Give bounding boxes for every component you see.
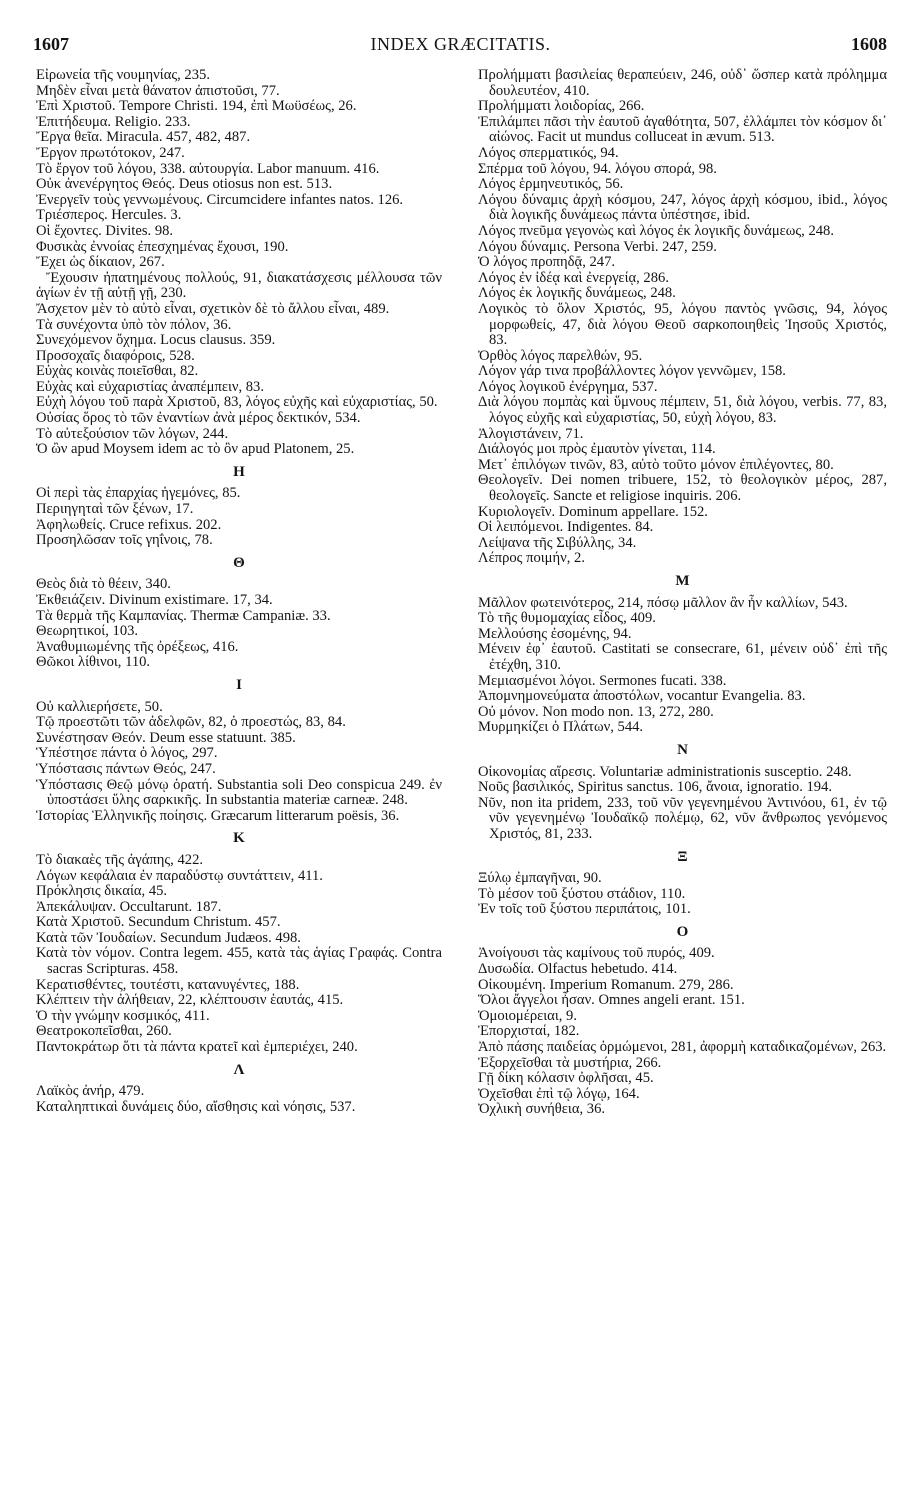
index-entry: Οἰκονομίας αἵρεσις. Voluntariæ administrationis susceptio. 248.	[478, 763, 852, 780]
index-entry: Ἐν τοῖς τοῦ ξύστου περιπάτοις, 101.	[478, 901, 691, 918]
section-letter: Ξ	[677, 848, 688, 865]
index-entry: Προλήμματι βασιλείας θεραπεύειν, 246, οὐδ᾽ ὥσπερ κατὰ πρόλημμα δουλευτέον, 410.	[478, 67, 887, 99]
index-entry: Τὰ συνέχοντα ὑπὸ τὸν πόλον, 36.	[36, 316, 232, 333]
index-entry: Μένειν ἐφ᾽ ἑαυτοῦ. Castitati se consecrare, 61, μένειν οὐδ᾽ ἐπὶ τῆς ἐτέχθη, 310.	[478, 641, 887, 673]
index-entry: Θεωρητικοί, 103.	[36, 623, 139, 640]
section-letter: N	[677, 741, 688, 758]
index-entry: Οὐκ ἀνενέργητος Θεός. Deus otiosus non est. 513.	[36, 176, 333, 193]
running-title: INDEX GRÆCITATIS.	[370, 34, 551, 54]
index-entry: Εἰρωνεία τῆς νουμηνίας, 235.	[36, 67, 210, 83]
index-entry: Παντοκράτωρ ὅτι τὰ πάντα κρατεῖ καὶ ἐμπεριέχει, 240.	[36, 1039, 358, 1056]
index-entry: Ὁμοιομέρειαι, 9.	[478, 1007, 577, 1024]
index-entry: Θεατροκοπεῖσθαι, 260.	[36, 1023, 172, 1040]
right-column	[478, 68, 887, 1118]
index-entry: Οἱ λειπόμενοι. Indigentes. 84.	[478, 519, 654, 536]
index-entry: Ἐπορχισταί, 182.	[478, 1023, 580, 1040]
index-entry: Τὸ ἔργον τοῦ λόγου, 338. αὐτουργία. Labor manuum. 416.	[36, 160, 380, 177]
index-entry: Λογικὸς τὸ ὅλον Χριστός, 95, λόγου παντὸς γνῶσις, 94, λόγος μορφωθείς, 47, διὰ λόγου Θεοῦ σαρκοποιηθεὶς Ἰησοῦς Χριστός, 83.	[478, 300, 887, 349]
index-entry: Οὐ μόνον. Non modo non. 13, 272, 280.	[478, 703, 714, 720]
index-entry: Περιηγηταὶ τῶν ξένων, 17.	[36, 501, 194, 518]
index-entry: Ἐκθειάζειν. Divinum existimare. 17, 34.	[36, 592, 273, 608]
index-entry: Ὑπόστασις Θεῷ μόνῳ ὁρατή. Substantia soli Deo conspicua 249. ἐν ὑποστάσει ὕλης σαρκικῆς. In substantia materiæ carneæ. 248.	[36, 776, 442, 809]
index-entry: Μετ᾽ ἐπιλόγων τινῶν, 83, αὐτὸ τοῦτο μόνον ἐπιλέγοντες, 80.	[478, 456, 834, 473]
index-entry: Γῇ δίκη κόλασιν ὀφλῆσαι, 45.	[478, 1070, 654, 1087]
index-entry: Ἀπὸ πάσης παιδείας ὁρμώμενοι, 281, ἀφορμὴ καταδικαζομένων, 263.	[478, 1039, 887, 1056]
index-entry: Τὸ τῆς θυμομαχίας εἶδος, 409.	[478, 610, 656, 627]
index-entry: Θεὸς διὰ τὸ θέειν, 340.	[36, 576, 171, 593]
index-entry: Τὸ διακαὲς τῆς ἀγάπης, 422.	[36, 851, 204, 868]
index-entry: Οὐσίας ὅρος τὸ τῶν ἐναντίων ἀνὰ μέρος δεκτικόν, 534.	[36, 410, 361, 427]
index-entry: Ἀνοίγουσι τὰς καμίνους τοῦ πυρός, 409.	[478, 945, 715, 962]
index-entry: Λόγος πνεῦμα γεγονὼς καὶ λόγος ἐκ λογικῆς δυνάμεως, 248.	[478, 222, 835, 239]
section-letter: H	[233, 463, 245, 480]
index-entry: Λόγος ἐκ λογικῆς δυνάμεως, 248.	[478, 285, 676, 302]
index-entry: Ἱστορίας Ἑλληνικῆς ποίησις. Græcarum litterarum poësis, 36.	[36, 807, 400, 824]
section-letter: I	[236, 676, 242, 693]
index-entry: Μυρμηκίζει ὁ Πλάτων, 544.	[478, 719, 644, 736]
index-entry: Ὑπέστησε πάντα ὁ λόγος, 297.	[36, 745, 218, 762]
index-entry: Λόγου δύναμις. Persona Verbi. 247, 259.	[478, 238, 717, 255]
index-entry: Ἀναθυμιωμένης τῆς ὀρέξεως, 416.	[36, 638, 239, 655]
index-entry: Λόγων κεφάλαια ἐν παραδύστῳ συντάττειν, 411.	[36, 867, 323, 884]
section-letter: K	[233, 830, 245, 847]
index-entry: Δυσωδία. Olfactus hebetudo. 414.	[478, 961, 678, 978]
index-entry: Ἀπομνημονεύματα ἀποστόλων, vocantur Evangelia. 83.	[478, 688, 806, 705]
index-entry: Λέπρος ποιμήν, 2.	[478, 550, 585, 567]
index-entry: Κυριολογεῖν. Dominum appellare. 152.	[478, 503, 708, 520]
index-entry: Διὰ λόγου πομπὰς καὶ ὕμνους πέμπειν, 51, διὰ λόγου, verbis. 77, 83, λόγος εὐχῆς καὶ εὐχαριστίας, 50, εὐχὴ λόγου, 83.	[478, 394, 887, 427]
index-entry: Οἰκουμένη. Imperium Romanum. 279, 286.	[478, 976, 734, 993]
index-entry: Προσηλῶσαν τοῖς γηΐνοις, 78.	[36, 532, 213, 549]
section-letter: M	[675, 573, 690, 589]
index-entry: Κατὰ τῶν Ἰουδαίων. Secundum Judæos. 498.	[36, 929, 301, 946]
index-entry: Τὸ μέσον τοῦ ξύστου στάδιον, 110.	[478, 885, 686, 902]
index-entry: Οἱ ἔχοντες. Divites. 98.	[36, 222, 174, 239]
index-entry: Μᾶλλον φωτεινότερος, 214, πόσῳ μᾶλλον ἂν ἦν καλλίων, 543.	[478, 594, 848, 611]
index-entry: Συνεχόμενον ὄχημα. Locus clausus. 359.	[36, 332, 276, 349]
index-entry: Κερατισθέντες, τουτέστι, κατανυγέντες, 188.	[36, 976, 300, 993]
index-entry: Ἄσχετον μὲν τὸ αὐτὸ εἶναι, σχετικὸν δὲ τὸ ἄλλου εἶναι, 489.	[36, 300, 390, 317]
index-entry: Λόγος ἐν ἰδέᾳ καὶ ἐνεργείᾳ, 286.	[478, 269, 669, 286]
index-entry: Ὑπόστασις πάντων Θεός, 247.	[36, 760, 216, 777]
index-entry: Νῦν, non ita pridem, 233, τοῦ νῦν γεγενημένου Ἀντινόου, 61, ἐν τῷ νῦν γεγενημένῳ Ἰουδαϊκῷ πολέμῳ, 62, νῦν ἄνθρωπος γενόμενος Χριστός, 81, 233.	[478, 794, 887, 842]
index-entry: Κατὰ τὸν νόμον. Contra legem. 455, κατὰ τὰς ἁγίας Γραφάς. Contra sacras Scripturas. 458.	[36, 945, 442, 978]
index-entry: Θεολογεῖν. Dei nomen tribuere, 152, τὸ θεολογικὸν μέρος, 287, θεολογεῖς. Sancte et religiose inquiris. 206.	[478, 472, 887, 505]
index-entry: Ὁ ὢν apud Moysem idem ac τὸ ὂν apud Platonem, 25.	[36, 441, 355, 458]
index-entry: Τὸ αὐτεξούσιον τῶν λόγων, 244.	[36, 425, 229, 442]
index-entry: Ἀλογιστάνειν, 71.	[478, 425, 584, 442]
index-entry: Λαϊκὸς ἀνήρ, 479.	[36, 1083, 145, 1100]
index-entry: Ἔχουσιν ἠπατημένους πολλούς, 91, διακατάσχεσις μέλλουσα τῶν ἁγίων ἐν τῇ αὐτῇ γῇ, 230.	[36, 269, 442, 302]
index-entry: Μελλούσης ἐσομένης, 94.	[478, 625, 632, 642]
index-entry: Ἀφηλωθείς. Cruce refixus. 202.	[36, 516, 222, 533]
index-entry: Κλέπτειν τὴν ἀλήθειαν, 22, κλέπτουσιν ἑαυτάς, 415.	[36, 992, 344, 1009]
index-entry: Εὐχὰς κοινὰς ποιεῖσθαι, 82.	[36, 363, 199, 380]
index-entry: Οἱ περὶ τὰς ἐπαρχίας ἡγεμόνες, 85.	[36, 485, 241, 502]
index-entry: Λόγον γάρ τινα προβάλλοντες λόγον γεννῶμεν, 158.	[478, 363, 786, 380]
index-entry: Προσοχαῖς διαφόροις, 528.	[36, 347, 195, 364]
section-letter: O	[676, 923, 689, 940]
page-header	[0, 34, 921, 58]
index-entry: Προλήμματι λοιδορίας, 266.	[478, 98, 645, 115]
index-entry: Θῶκοι λίθινοι, 110.	[36, 654, 151, 671]
index-entry: Εὐχὰς καὶ εὐχαριστίας ἀναπέμπειν, 83.	[36, 378, 265, 395]
index-entry: Ἀπεκάλυψαν. Occultarunt. 187.	[36, 898, 222, 915]
index-entry: Ἐπιλάμπει πᾶσι τὴν ἑαυτοῦ ἀγαθότητα, 507, ἐλλάμπει τὸν κόσμον δι᾽ αἰώνος. Facit ut mundus colluceat in ævum. 513.	[478, 113, 887, 146]
index-entry: Λόγος λογικοῦ ἐνέργημα, 537.	[478, 378, 658, 395]
index-entry: Τὰ θερμὰ τῆς Καμπανίας. Thermæ Campaniæ. 33.	[36, 607, 331, 624]
index-entry: Ὁ λόγος προπηδᾷ, 247.	[478, 254, 616, 271]
index-entry: Ἔργον πρωτότοκον, 247.	[36, 144, 185, 161]
section-letter: Λ	[233, 1061, 245, 1078]
index-entry: Καταληπτικαὶ δυνάμεις δύο, αἴσθησις καὶ νόησις, 537.	[36, 1098, 356, 1115]
index-entry: Μεμιασμένοι λόγοι. Sermones fucati. 338.	[478, 672, 727, 689]
page-number-left: 1607	[33, 34, 69, 54]
index-entry: Λόγος σπερματικός, 94.	[478, 144, 619, 161]
section-letter: Θ	[233, 554, 245, 571]
index-entry: Ὁ τὴν γνώμην κοσμικός, 411.	[36, 1007, 210, 1024]
index-entry: Πρόκλησις δικαία, 45.	[36, 883, 168, 900]
index-entry: Τριέσπερος. Hercules. 3.	[36, 207, 182, 224]
index-entry: Ὅλοι ἄγγελοι ἦσαν. Omnes angeli erant. 151.	[478, 992, 745, 1009]
index-entry: Διάλογός μοι πρὸς ἐμαυτὸν γίνεται, 114.	[478, 441, 716, 458]
index-entry: Ἔργα θεῖα. Miracula. 457, 482, 487.	[36, 129, 251, 146]
index-entry: Νοῦς βασιλικός, Spiritus sanctus. 106, ἄνοια, ignoratio. 194.	[478, 779, 833, 796]
index-entry: Λόγου δύναμις ἀρχὴ κόσμου, 247, λόγος ἀρχὴ κόσμου, ibid., λόγος διὰ λογικῆς δυνάμεως πάντα ὑπέστησε, ibid.	[478, 191, 887, 224]
index-entry: Σπέρμα τοῦ λόγου, 94. λόγου σπορά, 98.	[478, 160, 717, 177]
index-entry: Συνέστησαν Θεόν. Deum esse statuunt. 385.	[36, 729, 296, 746]
index-entry: Ἐξορχεῖσθαι τὰ μυστήρια, 266.	[478, 1054, 662, 1071]
index-entry: Ἐπιτήδευμα. Religio. 233.	[36, 113, 191, 130]
left-column	[36, 68, 442, 1115]
index-entry: Ὀρθὸς λόγος παρελθών, 95.	[478, 347, 643, 364]
index-entry: Ξύλῳ ἐμπαγῆναι, 90.	[478, 870, 602, 887]
index-entry: Μηδὲν εἶναι μετὰ θάνατον ἀπιστοῦσι, 77.	[36, 82, 280, 99]
index-entry: Ἔχει ὡς δίκαιον, 267.	[36, 254, 165, 271]
index-entry: Λείψανα τῆς Σιβύλλης, 34.	[478, 534, 637, 551]
index-entry: Λόγος ἑρμηνευτικός, 56.	[478, 176, 624, 193]
page-number-right: 1608	[851, 34, 887, 54]
index-entry: Ὀχεῖσθαι ἐπὶ τῷ λόγῳ, 164.	[478, 1085, 640, 1102]
index-entry: Φυσικὰς ἐννοίας ἐπεσχημένας ἔχουσι, 190.	[36, 238, 289, 255]
index-entry: Ἐνεργεῖν τοὺς γεννωμένους. Circumcidere infantes natos. 126.	[36, 191, 404, 208]
index-entry: Εὐχὴ λόγου τοῦ παρὰ Χριστοῦ, 83, λόγος εὐχῆς καὶ εὐχαριστίας, 50.	[36, 394, 438, 411]
index-entry: Κατὰ Χριστοῦ. Secundum Christum. 457.	[36, 914, 281, 931]
index-entry: Τῷ προεστῶτι τῶν ἀδελφῶν, 82, ὁ προεστώς, 83, 84.	[36, 714, 346, 731]
index-entry: Ὀχλικὴ συνήθεια, 36.	[478, 1101, 606, 1118]
index-entry: Οὐ καλλιερήσετε, 50.	[36, 698, 163, 715]
index-entry: Ἐπὶ Χριστοῦ. Tempore Christi. 194, ἐπὶ Μωϋσέως, 26.	[36, 98, 357, 115]
